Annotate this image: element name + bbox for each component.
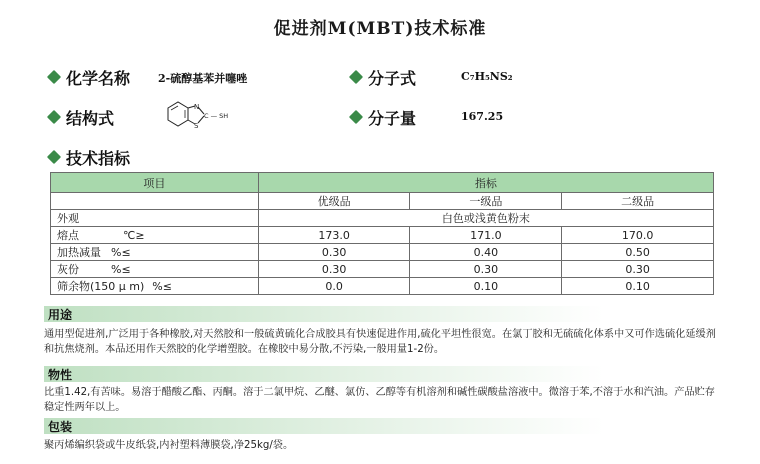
chem-name-value: 2-硫醇基苯并噻唑	[158, 72, 248, 85]
grade-first: 一级品	[410, 193, 562, 210]
usage-text: 通用型促进剂,广泛用于各种橡胶,对天然胶和一般硫黄硫化合成胶具有快速促进作用,硫化平坦性很宽。在氯丁胶和无硫硫化体系中又可作选硫化延缓剂和抗焦烧剂。本品还用作天然胶的化学增塑胶。在橡胶中易分散,不污染,一般用量1-2份。	[44, 329, 716, 355]
cell-value: 0.30	[410, 261, 562, 278]
package-band	[44, 418, 604, 434]
cell-value: 171.0	[410, 227, 562, 244]
mw-label: 分子量	[368, 109, 417, 128]
grade-premium: 优级品	[258, 193, 410, 210]
row-name: 灰份 %≤	[51, 261, 259, 278]
table-row	[51, 278, 714, 295]
bullet-icon	[47, 150, 61, 164]
usage-title: 用途	[48, 308, 73, 322]
cell-value: 170.0	[562, 227, 714, 244]
row-name: 筛余物(150 μ m) %≤	[51, 278, 259, 295]
row-name: 加热减量 %≤	[51, 244, 259, 261]
table-row	[51, 261, 714, 278]
cell-value: 0.30	[258, 244, 410, 261]
package-title: 包装	[48, 420, 73, 434]
cell-value: 0.10	[410, 278, 562, 295]
formula-value: C₇H₅NS₂	[461, 70, 513, 83]
bullet-icon	[349, 70, 363, 84]
formula-label: 分子式	[368, 69, 417, 88]
grade-header-row	[51, 193, 714, 210]
row-unit: %≤	[111, 246, 131, 259]
structure-n-atom: N	[194, 103, 200, 111]
table-row	[51, 227, 714, 244]
cell-value: 0.30	[258, 261, 410, 278]
row-merged-value: 白色或浅黄色粉末	[258, 210, 713, 227]
bullet-icon	[47, 110, 61, 124]
row-unit: %≤	[111, 263, 131, 276]
cell-value: 0.0	[258, 278, 410, 295]
table-header-row	[51, 173, 714, 193]
row-name: 外观	[51, 210, 259, 227]
spec-table	[50, 172, 714, 295]
row-unit: %≤	[152, 280, 172, 293]
bullet-icon	[349, 110, 363, 124]
structure-formula-diagram	[158, 100, 248, 136]
package-text: 聚丙烯编织袋或牛皮纸袋,内衬塑料薄膜袋,净25kg/袋。	[44, 440, 294, 451]
property-title: 物性	[48, 368, 73, 382]
cell-value: 173.0	[258, 227, 410, 244]
chem-name-label: 化学名称	[66, 69, 131, 88]
table-row	[51, 210, 714, 227]
property-text: 比重1.42,有苦味。易溶于醋酸乙酯、丙酮。溶于二氯甲烷、乙醚、氯仿、乙醇等有机溶剂和碱性碳酸盐溶液中。微溶于苯,不溶于水和汽油。产品贮存稳定性两年以上。	[44, 387, 715, 413]
mw-value: 167.25	[461, 110, 504, 123]
header-index: 指标	[258, 173, 713, 193]
cell-value: 0.40	[410, 244, 562, 261]
row-unit: ℃≥	[123, 229, 145, 242]
cell-value: 0.50	[562, 244, 714, 261]
bullet-icon	[47, 70, 61, 84]
structure-label: 结构式	[66, 109, 115, 128]
cell-value: 0.30	[562, 261, 714, 278]
header-item: 项目	[51, 173, 259, 193]
property-band	[44, 366, 604, 382]
usage-band	[44, 306, 604, 322]
cell-value: 0.10	[562, 278, 714, 295]
grade-second: 二级品	[562, 193, 714, 210]
structure-s-atom: S	[194, 122, 199, 130]
table-row	[51, 244, 714, 261]
grade-header-empty	[51, 193, 259, 210]
row-name: 熔点 ℃≥	[51, 227, 259, 244]
page-title: 促进剂M(MBT)技术标准	[273, 19, 487, 39]
structure-sh-group: C — SH	[204, 112, 229, 120]
spec-label: 技术指标	[66, 149, 131, 168]
